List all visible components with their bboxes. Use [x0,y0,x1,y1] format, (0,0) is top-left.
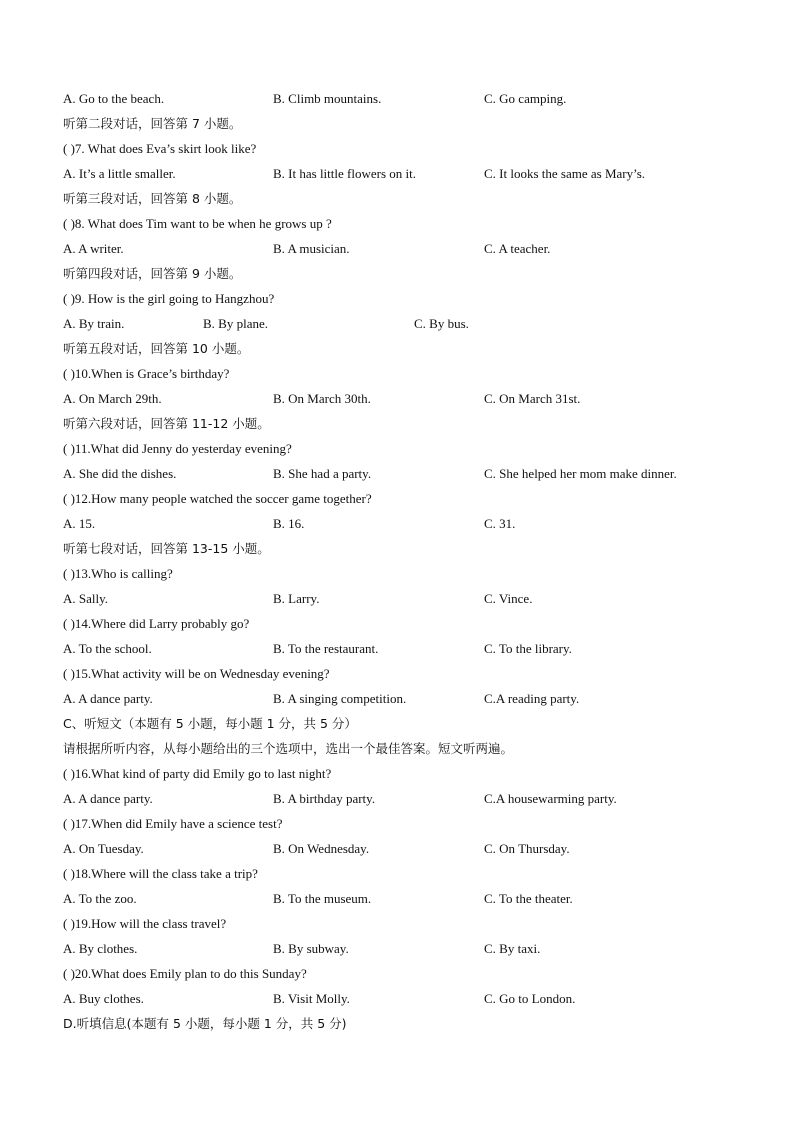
option-b: B. It has little flowers on it. [273,166,416,181]
option-a: A. It’s a little smaller. [63,166,176,181]
question-text: ( )10.When is Grace’s birthday? [63,366,230,381]
option-a: A. To the zoo. [63,891,137,906]
section-instruction: 听第四段对话，回答第 9 小题。 [63,266,242,281]
option-b: B. A singing competition. [273,691,407,706]
question-text: ( )19.How will the class travel? [63,916,227,931]
option-c: C. She helped her mom make dinner. [484,466,677,481]
option-c: C. To the theater. [484,891,573,906]
option-a: A. Sally. [63,591,109,606]
option-a: A. On March 29th. [63,391,162,406]
option-c: C.A reading party. [484,691,580,706]
option-a: A. A dance party. [63,791,153,806]
section-instruction: 听第三段对话，回答第 8 小题。 [63,191,242,206]
question-text: ( )8. What does Tim want to be when he grows up ? [63,216,332,231]
option-c: C. Go camping. [484,91,567,106]
question-text: ( )13.Who is calling? [63,566,173,581]
option-b: B. A musician. [273,241,350,256]
option-b: B. A birthday party. [273,791,376,806]
option-c: C.A housewarming party. [484,791,617,806]
option-c: C. Vince. [484,591,533,606]
option-c: C. It looks the same as Mary’s. [484,166,646,181]
option-a: A. A dance party. [63,691,153,706]
option-b: B. She had a party. [273,466,372,481]
option-b: B. To the restaurant. [273,641,379,656]
section-instruction: 听第七段对话，回答第 13-15 小题。 [63,541,270,556]
option-c: C. Go to London. [484,991,576,1006]
option-c: C. By taxi. [484,941,541,956]
option-a: A. By train. [63,316,125,331]
section-instruction: C、听短文（本题有 5 小题，每小题 1 分，共 5 分） [63,716,357,731]
question-text: ( )18.Where will the class take a trip? [63,866,258,881]
option-a: A. A writer. [63,241,124,256]
option-c: C. On Thursday. [484,841,570,856]
option-a: A. On Tuesday. [63,841,144,856]
option-a: A. By clothes. [63,941,138,956]
question-text: ( )17.When did Emily have a science test? [63,816,283,831]
question-text: ( )9. How is the girl going to Hangzhou? [63,291,275,306]
option-b: B. Larry. [273,591,320,606]
option-a: A. She did the dishes. [63,466,177,481]
question-text: ( )14.Where did Larry probably go? [63,616,250,631]
option-c: C. By bus. [414,316,469,331]
option-a: A. Buy clothes. [63,991,144,1006]
section-instruction: 听第五段对话，回答第 10 小题。 [63,341,250,356]
question-text: ( )12.How many people watched the soccer game together? [63,491,372,506]
option-b: B. On March 30th. [273,391,371,406]
option-c: C. On March 31st. [484,391,581,406]
question-text: ( )16.What kind of party did Emily go to last night? [63,766,332,781]
option-a: A. Go to the beach. [63,91,165,106]
option-b: B. By plane. [203,316,268,331]
question-text: ( )20.What does Emily plan to do this Sunday? [63,966,307,981]
question-text: ( )7. What does Eva’s skirt look like? [63,141,257,156]
option-c: C. A teacher. [484,241,551,256]
section-instruction: D.听填信息(本题有 5 小题，每小题 1 分，共 5 分) [63,1016,347,1031]
option-b: B. On Wednesday. [273,841,370,856]
section-instruction: 听第六段对话，回答第 11-12 小题。 [63,416,270,431]
option-b: B. Visit Molly. [273,991,350,1006]
option-b: B. To the museum. [273,891,372,906]
section-instruction: 请根据所听内容，从每小题给出的三个选项中，选出一个最佳答案。短文听两遍。 [63,741,514,756]
option-a: A. 15. [63,516,96,531]
option-a: A. To the school. [63,641,152,656]
section-instruction: 听第二段对话，回答第 7 小题。 [63,116,242,131]
option-b: B. Climb mountains. [273,91,382,106]
question-text: ( )11.What did Jenny do yesterday evening? [63,441,292,456]
option-c: C. 31. [484,516,516,531]
question-text: ( )15.What activity will be on Wednesday evening? [63,666,330,681]
option-b: B. By subway. [273,941,349,956]
option-c: C. To the library. [484,641,572,656]
option-b: B. 16. [273,516,305,531]
